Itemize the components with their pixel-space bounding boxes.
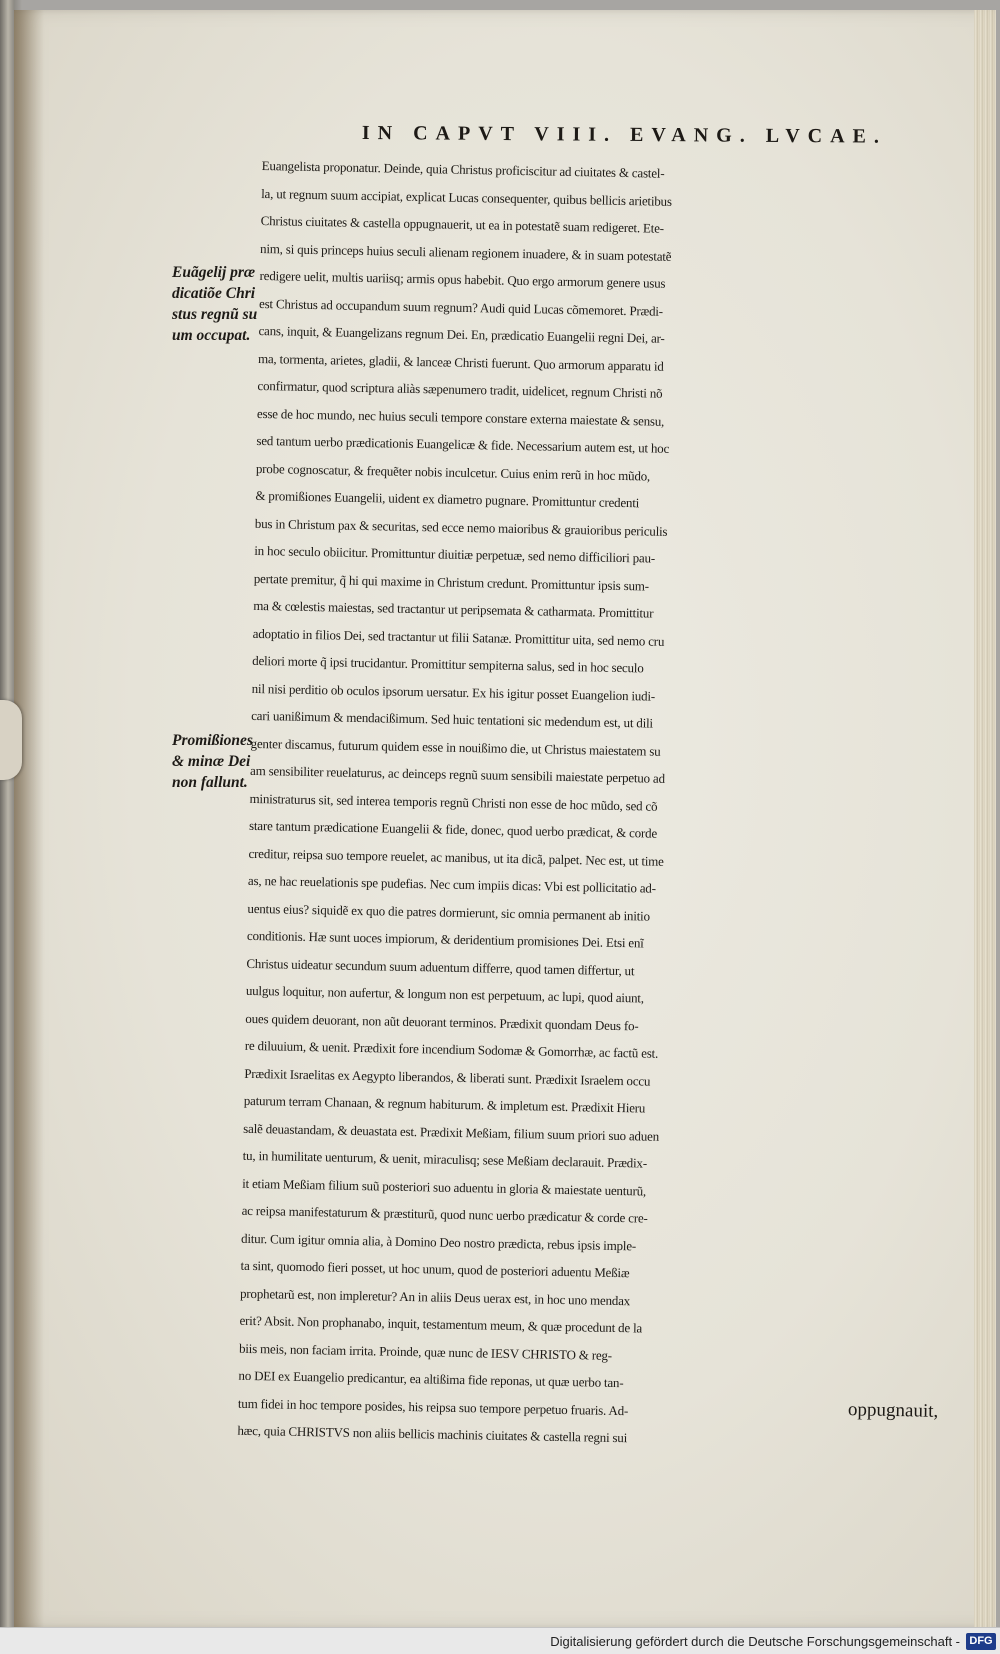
- page-fold-tab: [0, 700, 22, 780]
- text-line: no DEI ex Euangelio predicantur, ea altißima fide reponas, ut quæ uerbo tan-: [238, 1367, 624, 1391]
- text-line: in hoc seculo obiicitur. Promittuntur diuitiæ perpetuæ, sed nemo difficiliori pau-: [254, 542, 656, 566]
- text-line: ta sint, quomodo fieri posset, ut hoc unum, quod de posteriori aduentu Meßiæ: [240, 1257, 630, 1281]
- margin-note-1: [172, 262, 257, 346]
- text-line: ac reipsa manifestaturum & præstiturũ, quod nunc uerbo prædicatur & corde cre-: [241, 1202, 648, 1226]
- text-line: re diluuium, & uenit. Prædixit fore incendium Sodomæ & Gomorrhæ, ac factũ est.: [244, 1037, 659, 1061]
- body-text: [237, 152, 952, 1458]
- text-line: erit? Absit. Non prophanabo, inquit, testamentum meum, & quæ procedunt de la: [239, 1312, 643, 1336]
- funding-credit: Digitalisierung gefördert durch die Deutsche Forschungsgemeinschaft -: [550, 1634, 960, 1649]
- text-line: ma & cœlestis maiestas, sed tractantur ut peripsemata & catharmata. Promittitur: [253, 597, 654, 621]
- text-line: genter discamus, futurum quidem esse in nouißimo die, ut Christus maiestatem su: [250, 735, 661, 759]
- text-line: Christus uideatur secundum suum aduentum differre, quod tamen differtur, ut: [246, 955, 635, 978]
- catchword: oppugnauit,: [847, 1399, 939, 1422]
- text-line: uentus eius? siquidẽ ex quo die patres dormierunt, sic omnia permanent ab initio: [247, 900, 650, 924]
- page-fore-edge: [974, 10, 996, 1628]
- dfg-logo: DFG: [966, 1633, 996, 1650]
- margin-note-2: [172, 730, 253, 793]
- text-line: pertate premitur, q̃ hi qui maxime in Christum credunt. Promittuntur ipsis sum-: [253, 570, 650, 594]
- text-line: tu, in humilitate uenturum, & uenit, miraculisq; sese Meßiam declarauit. Prædix-: [242, 1147, 648, 1171]
- text-line: creditur, reipsa suo tempore reuelet, ac manibus, ut ita dicã, palpet. Nec est, ut time: [248, 845, 664, 869]
- text-line: deliori morte q̃ ipsi trucidantur. Promittitur sempiterna salus, sed in hoc seculo: [252, 652, 644, 676]
- text-line: oues quidem deuorant, non aũt deuorant terminos. Prædixit quondam Deus fo-: [245, 1010, 639, 1033]
- text-line: it etiam Meßiam filium suũ posteriori suo aduentu in gloria & maiestate uenturũ,: [242, 1175, 647, 1199]
- text-line: probe cognoscatur, & frequẽter nobis inculcetur. Cuius enim rerũ in hoc mũdo,: [255, 460, 651, 484]
- text-line: stare tantum prædicatione Euangelii & fide, donec, quod uerbo prædicat, & corde: [248, 817, 658, 841]
- text-line: & promißiones Euangelii, uident ex diametro pugnare. Promittuntur credenti: [255, 487, 640, 511]
- footer-bar: [0, 1627, 1000, 1654]
- text-line: la, ut regnum suum accipiat, explicat Lucas consequenter, quibus bellicis arietibus: [261, 185, 672, 209]
- margin-note-line: um occupat.: [172, 327, 251, 344]
- text-line: prophetarũ est, non impleretur? An in aliis Deus uerax est, in hoc uno mendax: [239, 1285, 631, 1308]
- text-line: cans, inquit, & Euangelizans regnum Dei. En, prædicatio Euangelii regni Dei, ar-: [258, 322, 665, 346]
- text-line: Euangelista proponatur. Deinde, quia Christus proficiscitur ad ciuitates & castel-: [261, 157, 665, 181]
- text-line: uulgus loquitur, non aufertur, & longum non est perpetuum, ac lupi, quod aiunt,: [245, 982, 644, 1006]
- text-line: conditionis. Hæ sunt uoces impiorum, & deridentium promisiones Dei. Etsi enĩ: [246, 927, 644, 951]
- margin-note-line: stus regnũ su: [172, 306, 258, 323]
- text-line: Prædixit Israelitas ex Aegypto liberandos, & liberati sunt. Prædixit Israelem occu: [244, 1065, 651, 1089]
- margin-note-line: & minæ Dei: [172, 753, 251, 770]
- text-line: as, ne hac reuelationis spe pudefias. Nec cum impiis dicas: Vbi est pollicitatio ad-: [247, 872, 656, 896]
- text-line: nim, si quis princeps huius seculi alienam regionem inuadere, & in suam potestatẽ: [260, 240, 672, 264]
- text-line: cari uanißimum & mendacißimum. Sed huic tentationi sic medendum est, ut dili: [251, 707, 654, 731]
- running-head: IN CAPVT VIII. EVANG. LVCAE.: [361, 122, 888, 148]
- text-line: nil nisi perditio ob oculos ipsorum uersatur. Ex his igitur posset Euangelion iudi-: [251, 680, 656, 704]
- text-line: ma, tormenta, arietes, gladii, & lanceæ Christi fuerunt. Quo armorum apparatu id: [257, 350, 664, 374]
- text-line: biis meis, non faciam irrita. Proinde, quæ nunc de IESV CHRISTO & reg-: [238, 1340, 613, 1363]
- margin-note-line: Euãgelij præ: [172, 264, 256, 281]
- text-line: est Christus ad occupandum suum regnum? Audi quid Lucas cõmemoret. Prædi-: [258, 295, 664, 319]
- text-line: paturum terram Chanaan, & regnum habiturum. & impletum est. Prædixit Hieru: [243, 1092, 646, 1116]
- page-gutter-shadow: [14, 10, 44, 1628]
- text-line: bus in Christum pax & securitas, sed ecce nemo maioribus & grauioribus periculis: [254, 515, 668, 539]
- text-line: adoptatio in filios Dei, sed tractantur ut filii Satanæ. Promittitur uita, sed nemo cru: [252, 625, 665, 649]
- text-line: tum fidei in hoc tempore posides, his reipsa suo tempore perpetuo fruaris. Ad-: [237, 1395, 629, 1418]
- text-line: redigere uelit, multis uariisq; armis opus habebit. Quo ergo armorum genere usus: [259, 267, 666, 291]
- text-line: confirmatur, quod scriptura aliàs sæpenumero tradit, uidelicet, regnum Christi nõ: [257, 377, 663, 401]
- text-line: sed tantum uerbo prædicationis Euangelicæ & fide. Necessarium autem est, ut hoc: [256, 432, 670, 456]
- margin-note-line: dicatiõe Chri: [172, 285, 256, 302]
- text-line: ditur. Cum igitur omnia alia, à Domino Deo nostro prædicta, rebus ipsis imple-: [241, 1230, 637, 1253]
- text-line: am sensibiliter reuelaturus, ac deinceps regnũ suum sensibili maiestate perpetuo ad: [249, 762, 665, 786]
- text-line: ministraturus sit, sed interea temporis regnũ Christi non esse de hoc mũdo, sed cõ: [249, 790, 658, 814]
- text-line: Christus ciuitates & castella oppugnauerit, ut ea in potestatẽ suam redigeret. Ete-: [260, 212, 665, 236]
- text-line: salẽ deuastandam, & deuastata est. Prædixit Meßiam, filium suum priori suo aduen: [243, 1120, 660, 1144]
- text-line: hæc, quia CHRISTVS non aliis bellicis machinis ciuitates & castella regni sui: [237, 1422, 628, 1446]
- margin-note-line: non fallunt.: [172, 774, 248, 791]
- margin-note-line: Promißiones: [172, 732, 253, 749]
- text-line: esse de hoc mundo, nec huius seculi tempore constare externa maiestate & sensu,: [256, 405, 665, 429]
